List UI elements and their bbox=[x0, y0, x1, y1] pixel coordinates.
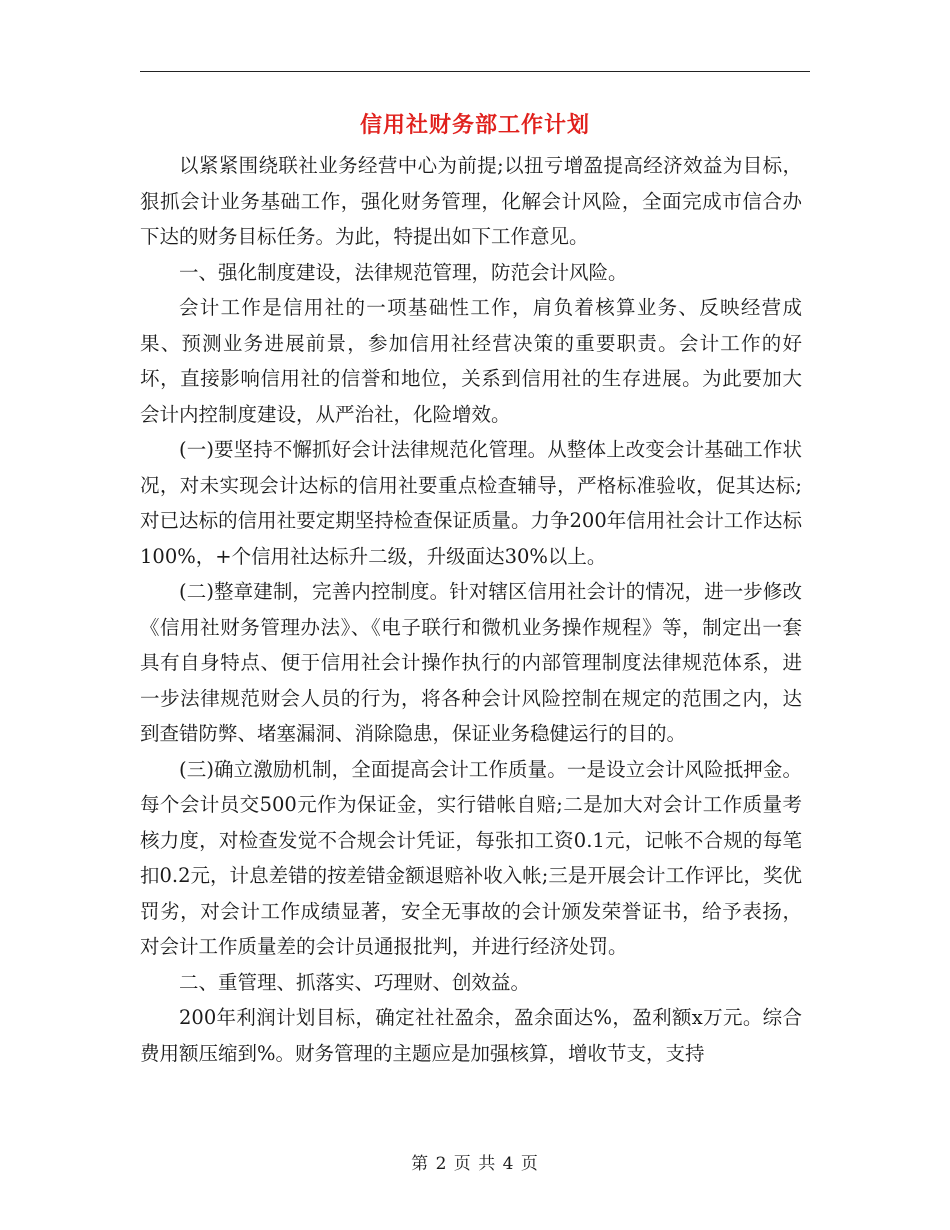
header-rule bbox=[140, 71, 810, 72]
paragraph-accounting-role: 会计工作是信用社的一项基础性工作，肩负着核算业务、反映经营成果、预测业务进展前景，参加信用社经营决策的重要职责。会计工作的好坏，直接影响信用社的信誉和地位，关系到信用社的生存进展。为此要加大会计内控制度建设，从严治社，化险增效。 bbox=[140, 296, 802, 426]
document-title: 信用社财务部工作计划 bbox=[359, 112, 590, 138]
paragraph-profit-plan: 200年利润计划目标，确定社社盈余，盈余面达%，盈利额x万元。综合费用额压缩到%。财务管理的主题应是加强核算，增收节支，支持 bbox=[140, 1006, 802, 1065]
paragraph-item-2: (二)整章建制，完善内控制度。针对辖区信用社会计的情况，进一步修改《信用社财务管理办法》、《电子联行和微机业务操作规程》等，制定出一套具有自身特点、便于信用社会计操作执行的内部管理制度法律规范体系，进一步法律规范财会人员的行为，将各种会计风险控制在规定的范围之内，达到查错防弊、堵塞漏洞、消除隐患，保证业务稳健运行的目的。 bbox=[140, 580, 802, 745]
document-body bbox=[140, 148, 802, 1071]
section-heading-2: 二、重管理、抓落实、巧理财、创效益。 bbox=[179, 970, 531, 994]
page-number: 第 2 页 共 4 页 bbox=[411, 1154, 539, 1174]
paragraph-intro: 以紧紧围绕联社业务经营中心为前提;以扭亏增盈提高经济效益为目标，狠抓会计业务基础工作，强化财务管理，化解会计风险，全面完成市信合办下达的财务目标任务。为此，特提出如下工作意见。 bbox=[140, 154, 802, 248]
section-heading-1: 一、强化制度建设，法律规范管理，防范会计风险。 bbox=[179, 260, 628, 284]
paragraph-item-1: (一)要坚持不懈抓好会计法律规范化管理。从整体上改变会计基础工作状况，对未实现会计达标的信用社要重点检查辅导，严格标准验收，促其达标;对已达标的信用社要定期坚持检查保证质量。力争200年信用社会计工作达标100%，+个信用社达标升二级，升级面达30%以上。 bbox=[140, 438, 802, 568]
paragraph-item-3: (三)确立激励机制，全面提高会计工作质量。一是设立会计风险抵押金。每个会计员交500元作为保证金，实行错帐自赔;二是加大对会计工作质量考核力度，对检查发觉不合规会计凭证，每张扣工资0.1元，记帐不合规的每笔扣0.2元，计息差错的按差错金额退赔补收入帐;三是开展会计工作评比，奖优罚劣，对会计工作成绩显著，安全无事故的会计颁发荣誉证书，给予表扬，对会计工作质量差的会计员通报批判，并进行经济处罚。 bbox=[140, 757, 802, 958]
